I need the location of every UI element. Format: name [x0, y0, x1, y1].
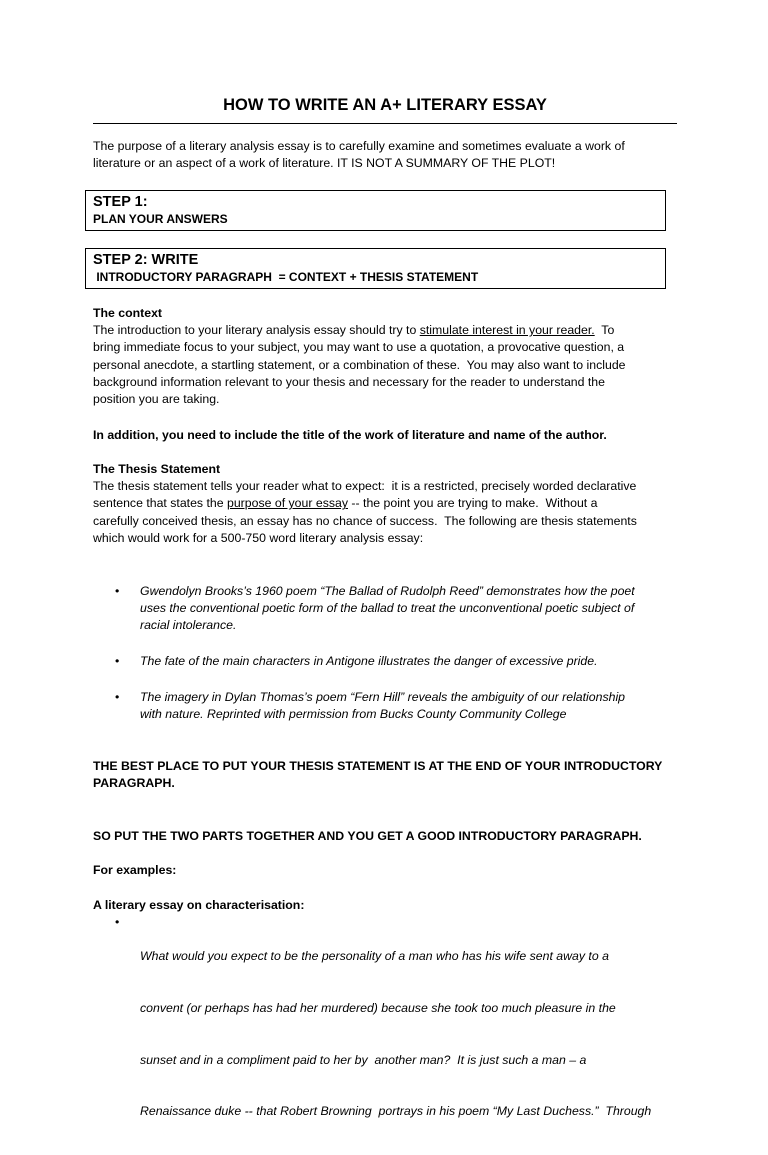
step1-heading: STEP 1: [93, 194, 148, 210]
example-line: Gwendolyn Brooks’s 1960 poem “The Ballad of Rudolph Reed” demonstrates how the poet [140, 584, 635, 598]
characterisation-line: Renaissance duke -- that Robert Browning portrays in his poem “My Last Duchess.” Through [140, 1104, 652, 1119]
best-place-note [93, 758, 677, 792]
step1-subheading: PLAN YOUR ANSWERS [93, 212, 228, 226]
thesis-line: The thesis statement tells your reader what to expect: it is a restricted, precisely worded declarative [93, 479, 637, 494]
intro-line: literature or an aspect of a work of literature. IT IS NOT A SUMMARY OF THE PLOT! [93, 156, 556, 171]
thesis-line: which would work for a 500-750 word literary analysis essay: [93, 530, 424, 545]
thesis-heading: The Thesis Statement [93, 462, 221, 476]
best-place-line: PARAGRAPH. [93, 776, 175, 791]
context-line [93, 322, 677, 339]
context-line: personal anecdote, a startling statement, or a combination of these. You may also want to include [93, 357, 626, 372]
thesis-section [93, 461, 677, 547]
context-section [93, 305, 677, 408]
bullet-icon: • [115, 690, 120, 704]
thesis-text: sentence that states the [93, 496, 227, 511]
context-line: bring immediate focus to your subject, you may want to use a quotation, a provocative question, a [93, 340, 625, 355]
example-line: racial intolerance. [140, 618, 237, 633]
intro-paragraph [93, 138, 677, 172]
example-line: The imagery in Dylan Thomas’s poem “Fern Hill” reveals the ambiguity of our relationship [140, 690, 626, 704]
example-text [140, 583, 680, 635]
thesis-line [93, 495, 677, 512]
bullet-icon: • [115, 584, 120, 598]
for-examples-label: For examples: [93, 863, 177, 877]
context-underlined-text: stimulate interest in your reader. [419, 323, 595, 338]
thesis-text: -- the point you are trying to make. Without a [348, 496, 598, 511]
step2-subheading: INTRODUCTORY PARAGRAPH = CONTEXT + THESIS STATEMENT [93, 270, 479, 284]
context-text: To [594, 323, 615, 338]
example-line: with nature. Reprinted with permission from Bucks County Community College [140, 707, 567, 722]
context-line: position you are taking. [93, 392, 220, 407]
characterisation-text [140, 914, 680, 1155]
characterisation-line: sunset and in a compliment paid to her by another man? It is just such a man – a [140, 1052, 587, 1067]
bullet-icon: • [115, 915, 120, 929]
example-line: uses the conventional poetic form of the ballad to treat the unconventional poetic subject of [140, 601, 635, 616]
step2-heading: STEP 2: WRITE [93, 252, 199, 268]
best-place-line: THE BEST PLACE TO PUT YOUR THESIS STATEMENT IS AT THE END OF YOUR INTRODUCTORY [93, 759, 663, 773]
example-text [140, 689, 680, 723]
example-text [140, 653, 680, 670]
document-title: HOW TO WRITE AN A+ LITERARY ESSAY [223, 96, 547, 114]
addition-note: In addition, you need to include the title of the work of literature and name of the author. [93, 428, 607, 442]
characterisation-heading: A literary essay on characterisation: [93, 898, 305, 912]
context-heading: The context [93, 306, 163, 320]
step1-box [85, 190, 666, 231]
thesis-line: carefully conceived thesis, an essay has no chance of success. The following are thesis statements [93, 513, 637, 528]
characterisation-line: What would you expect to be the personality of a man who has his wife sent away to a [140, 949, 609, 964]
example-line: The fate of the main characters in Antigone illustrates the danger of excessive pride. [140, 654, 598, 668]
thesis-underlined-text: purpose of your essay [227, 496, 348, 511]
context-text: The introduction to your literary analysis essay should try to [93, 323, 420, 338]
characterisation-line: convent (or perhaps has had her murdered) because she took too much pleasure in the [140, 1001, 616, 1016]
context-line: background information relevant to your thesis and necessary for the reader to understand the [93, 374, 605, 389]
title-underline [93, 123, 677, 124]
bullet-icon: • [115, 654, 120, 668]
step2-box [85, 248, 666, 289]
so-put-note: SO PUT THE TWO PARTS TOGETHER AND YOU GET A GOOD INTRODUCTORY PARAGRAPH. [93, 829, 642, 843]
intro-line: The purpose of a literary analysis essay is to carefully examine and sometimes evaluate a work of [93, 139, 625, 153]
